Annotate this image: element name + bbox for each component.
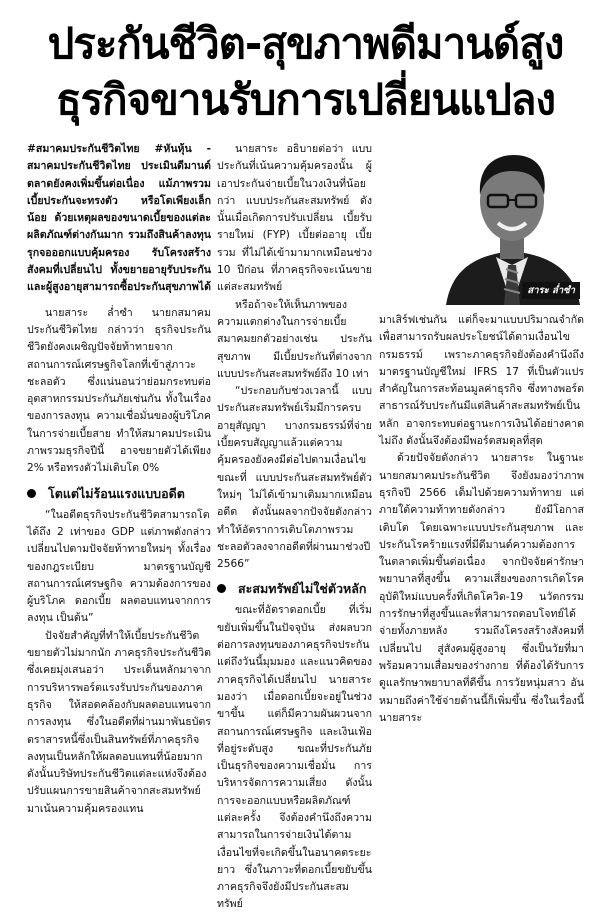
article-lead: #สมาคมประกันชีวิตไทย #หันหุ้น - สมาคมประกันชีวิตไทย ประเมินดีมานด์ตลาดยังคงเพิ่มขึ้นต่อเนื่อง แม้ภาพรวมเบี้ยประกันจะทรงตัว หรือโตเพียงเล็กน้อย ด้วยเหตุผลของขนาดเบี้ยของแต่ละผลิตภัณฑ์ต่างกันมาก รวมถึงสินค้าลงทุนรุกจอออกแบบคุ้มครอง รับโครงสร้างสังคมที่เปลี่ยนไป ทั้งขยายอายุรับประกัน และผู้สูงอายุสามารถซื้อประกันสุขภาพได้ xyxy=(27,143,211,294)
subheading xyxy=(27,484,211,503)
article-paragraph: มาเสิร์ฟเช่นกัน แต่ก็จะมาแบบปริมาณจำกัด เพื่อสามารถรับผลประโยชน์ได้ตามเงื่อนไขกรมธรรม์ เพราะภาคธุรกิจยังต้องคำนึงถึงมาตรฐานบัญชีใหม่ IFRS 17 ที่เป็นตัวแปรสำคัญในการสะท้อนมูลค่าธุรกิจ ซึ่งทางพอร์ตสาธารณ์รับประกันมีแต่สินค้าสะสมทรัพย์เป็นหลัก อาจกระทบต่อฐานะการเงินได้อย่างคาดไม่ถึง ดังนั้นจึงต้องมีพอร์ตสมดุลที่สุด xyxy=(379,314,584,448)
article-paragraph: “ในอดีตธุรกิจประกันชีวิตสามารถโตได้ถึง 2 เท่าของ GDP แต่ภาพดังกล่าวเปลี่ยนไปตามปัจจัยท้าทายใหม่ๆ ทั้งเรื่องของกฎระเบียบ มาตรฐานบัญชีสถานการณ์เศรษฐกิจ ความต้องการของผู้บริโภค ดอกเบี้ย ผลตอบแทนจากการลงทุน เป็นต้น” xyxy=(27,508,211,625)
headline-line-2: ธุรกิจขานรับการเปลี่ยนแปลง xyxy=(55,75,556,124)
subheading-text: โตแต่ไม่ร้อนแรงแบบอดีต xyxy=(48,485,185,501)
article-paragraph: นายสาระ ล่ำซำ นายกสมาคมประกันชีวิตไทย กล่าวว่า ธุรกิจประกันชีวิตยังคงเผชิญปัจจัยท้าทายจากสถานการณ์เศรษฐกิจโลกที่เข้าสู่ภาวะชะลอตัว ซึ่งแน่นอนว่าย่อมกระทบต่ออุตสาหกรรมประกันภัยเช่นกัน ทั้งในเรื่องของการลงทุน ความเชื่อมั่นของผู้บริโภคในการจ่ายเบี้ยสาย ทำให้สมาคมประเมินภาพรวมธุรกิจปีนี้ อาจขยายตัวได้เพียง 2% หรือทรงตัวไม่เติบโต 0% xyxy=(27,306,211,475)
portrait-photo xyxy=(438,139,586,305)
article-paragraph: นายสาระ อธิบายต่อว่า แบบประกันที่เน้นความคุ้มครองนั้น ผู้เอาประกันจ่ายเบี้ยในวงเงินที่น้อยกว่า แบบประกันสะสมทรัพย์ ดังนั้นเมื่อเกิดการปรับเปลี่ยน เบี้ยรับรายใหม่ (FYP) เบี้ยต่ออายุ เบี้ยรวม ที่ไม่ได้เข้ามามากเหมือนช่วง 10 ปีก่อน ที่ภาคธุรกิจจะเน้นขายแต่สะสมทรัพย์ xyxy=(217,143,372,294)
article-paragraph: “ประกอบกับช่วงเวลานี้ แบบประกันสะสมทรัพย์เริ่มมีการครบอายุสัญญา บางกรมธรรม์ที่จ่ายเบี้ยครบสัญญาแล้วแต่ความคุ้มครองยังคงมีต่อไปตามเงื่อนไข ขณะที่ แบบประกันสะสมทรัพย์ตัวใหม่ๆ ไม่ได้เข้ามาเติมมากเหมือนอดีต ดังนั้นผลจากปัจจัยดังกล่าวทำให้อัตราการเติบโตภาพรวมชะลอตัวลงจากอดีตที่ผ่านมาช่วงปี 2566” xyxy=(217,385,372,571)
bullet-icon xyxy=(27,489,36,498)
subheading xyxy=(217,579,372,598)
photo-caption: สาระ ล่ำซำ xyxy=(522,282,580,299)
bullet-icon xyxy=(217,584,226,593)
article-column-1 xyxy=(27,141,211,881)
article-paragraph: ขณะที่อัตราดอกเบี้ย ที่เริ่มขยับเพิ่มขึ้นในปัจจุบัน ส่งผลบวกต่อการลงทุนของภาคธุรกิจประกัน แต่ถึงวันนี้มุมมอง และแนวคิดของภาคธุรกิจได้เปลี่ยนไป นายสาระ มองว่า เมื่อดอกเบี้ยจะอยู่ในช่วงขาขึ้น แต่ก็มีความผันผวนจากสถานการณ์เศรษฐกิจ และเงินเฟ้อที่อยู่ระดับสูง ขณะที่ประกันภัย เป็นธุรกิจของความเชื่อมั่น การบริหารจัดการความเสี่ยง ดังนั้นการจะออกแบบหรือผลิตภัณฑ์แต่ละครั้ง จึงต้องคำนึงถึงความสามารถในการจ่ายเงินได้ตามเงื่อนไขที่จะเกิดขึ้นในอนาคตระยะยาว ซึ่งในภาวะที่ดอกเบี้ยขยับขึ้น ภาคธุรกิจจึงยังมีประกันสะสมทรัพย์ xyxy=(217,604,372,911)
portrait-image xyxy=(438,139,586,305)
article-column-2 xyxy=(217,141,372,911)
headline-line-1: ประกันชีวิต-สุขภาพดีมานด์สูง xyxy=(47,19,564,68)
article-paragraph: ด้วยปัจจัยดังกล่าว นายสาระ ในฐานะนายกสมาคมประกันชีวิต จึงยังมองว่าภาพธุรกิจปี 2566 เต็มไปด้วยความท้าทาย แต่ภายใต้ความท้าทายดังกล่าว ยังมีโอกาสเติบโต โดยเฉพาะแบบประกันสุขภาพ และประกันโรคร้ายแรงที่มีดีมานด์ความต้องการในตลาดเพิ่มขึ้นต่อเนื่อง จากปัจจัยค่ารักษาพยาบาลที่สูงขึ้น ความเสี่ยงของการเกิดโรคอุบัติใหม่แบบครั้งที่เกิดโควิด-19 นวัตกรรมการรักษาที่สูงขึ้นและที่สามารถตอบโจทย์ได้จ่ายทั้งภายหลัง รวมถึงโครงสร้างสังคมที่เปลี่ยนไป สู่สังคมผู้สูงอายุ ซึ่งเป็นวัยที่มาพร้อมความเสื่อมของร่างกาย ที่ต้องได้รับการดูแลรักษาพยาบาลที่ดีขึ้น การวัยหนุ่มสาว อันหมายถึงค่าใช้จ่ายด้านนี้ก็เพิ่มขึ้น ซึ่งในเรื่องนี้ นายสาระ xyxy=(379,452,584,724)
article-paragraph: หรือถ้าจะให้เห็นภาพของความแตกต่างในการจ่ายเบี้ย สมาคมยกตัวอย่างเช่น ประกันสุขภาพ มีเบี้ยประกันที่ต่างจากแบบประกันสะสมทรัพย์ถึง 10 เท่า xyxy=(217,298,372,380)
article-column-3 xyxy=(379,312,584,882)
article-paragraph: ปัจจัยสำคัญที่ทำให้เบี้ยประกันชีวิตขยายตัวไม่มากนัก ภาคธุรกิจประกันชีวิตซึ่งเคยมุ่งเสนอว่า ประเด็นหลักมาจากการบริหารพอร์ตแรงรับประกันของภาคธุรกิจ ให้สอดคล้องกับผลตอบแทนจากการลงทุน ซึ่งในอดีตที่ผ่านมาพันธบัตร ตราสารหนี้ซึ่งเป็นสินทรัพย์ที่ภาคธุรกิจลงทุนเป็นหลักให้ผลตอบแทนที่น้อยมาก ดังนั้นบริษัทประกันชีวิตแต่ละแห่งจึงต้องปรับแผนการขายสินค้าจากสะสมทรัพย์มาเน้นความคุ้มครองแทน xyxy=(27,629,211,815)
subheading-text: สะสมทรัพย์ไม่ใช่ตัวหลัก xyxy=(238,581,367,597)
